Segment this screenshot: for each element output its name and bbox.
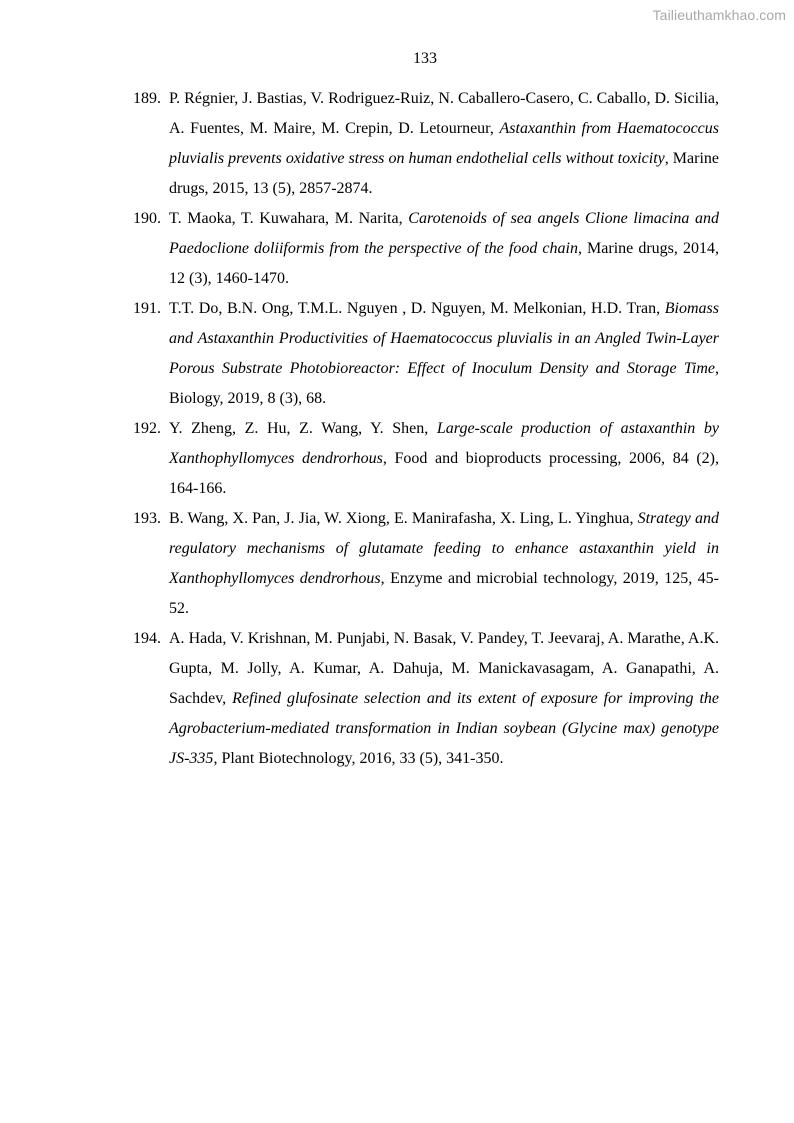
reference-list [133,84,719,774]
reference-191 [133,294,719,414]
reference-189 [133,84,719,204]
reference-title: Large-scale production of astaxanthin by Xanthophyllomyces dendrorhous [169,420,720,467]
reference-number: 190. [133,210,161,227]
reference-number: 193. [133,510,161,527]
reference-193 [133,504,719,624]
reference-190 [133,204,719,294]
reference-number: 194. [133,630,161,647]
reference-source: , Food and bioproducts processing, 2006, 84 (2), 164-166. [169,450,719,497]
reference-source: , Biology, 2019, 8 (3), 68. [169,360,719,407]
reference-authors: P. Régnier, J. Bastias, V. Rodriguez-Ruiz, N. Caballero-Casero, C. Caballo, D. Sicilia, A. Fuentes, M. Maire, M. Crepin, D. Letourneur, [169,90,719,137]
reference-text [169,294,719,414]
reference-source: , Enzyme and microbial technology, 2019, 125, 45-52. [169,570,720,617]
reference-source: , Marine drugs, 2015, 13 (5), 2857-2874. [169,150,719,197]
reference-number: 191. [133,300,161,317]
reference-text [169,84,719,204]
page-number: 133 [413,50,437,67]
reference-title: Strategy and regulatory mechanisms of glutamate feeding to enhance astaxanthin yield in Xanthophyllomyces dendrorhous [169,510,720,587]
reference-source: , Plant Biotechnology, 2016, 33 (5), 341-350. [213,750,504,767]
reference-authors: Y. Zheng, Z. Hu, Z. Wang, Y. Shen, [169,420,429,437]
reference-text [169,624,719,774]
reference-number: 189. [133,90,161,107]
watermark: Tailieuthamkhao.com [652,7,786,23]
reference-192 [133,414,719,504]
reference-title: Carotenoids of sea angels Clione limacina and Paedoclione doliiformis from the perspective of the food chain [169,210,719,257]
reference-source: , Marine drugs, 2014, 12 (3), 1460-1470. [169,240,720,287]
reference-title: Biomass and Astaxanthin Productivities of Haematococcus pluvialis in an Angled Twin-Layer Porous Substrate Photobioreactor: Effect of Inoculum Density and Storage Time [169,300,719,377]
reference-title: Astaxanthin from Haematococcus pluvialis prevents oxidative stress on human endothelial cells without toxicity [169,120,719,167]
reference-number: 192. [133,420,161,437]
reference-194 [133,624,719,774]
reference-text [169,504,719,624]
reference-authors: B. Wang, X. Pan, J. Jia, W. Xiong, E. Manirafasha, X. Ling, L. Yinghua, [169,510,634,527]
reference-title: Refined glufosinate selection and its extent of exposure for improving the Agrobacterium-mediated transformation in Indian soybean (Glycine max) genotype JS-335 [169,690,719,767]
reference-authors: T. Maoka, T. Kuwahara, M. Narita, [169,210,403,227]
reference-authors: T.T. Do, B.N. Ong, T.M.L. Nguyen , D. Nguyen, M. Melkonian, H.D. Tran, [169,300,661,317]
reference-text [169,414,719,504]
reference-text [169,204,719,294]
reference-authors: A. Hada, V. Krishnan, M. Punjabi, N. Basak, V. Pandey, T. Jeevaraj, A. Marathe, A.K. Gupta, M. Jolly, A. Kumar, A. Dahuja, M. Manickavasagam, A. Ganapathi, A. Sachdev, [169,630,719,707]
